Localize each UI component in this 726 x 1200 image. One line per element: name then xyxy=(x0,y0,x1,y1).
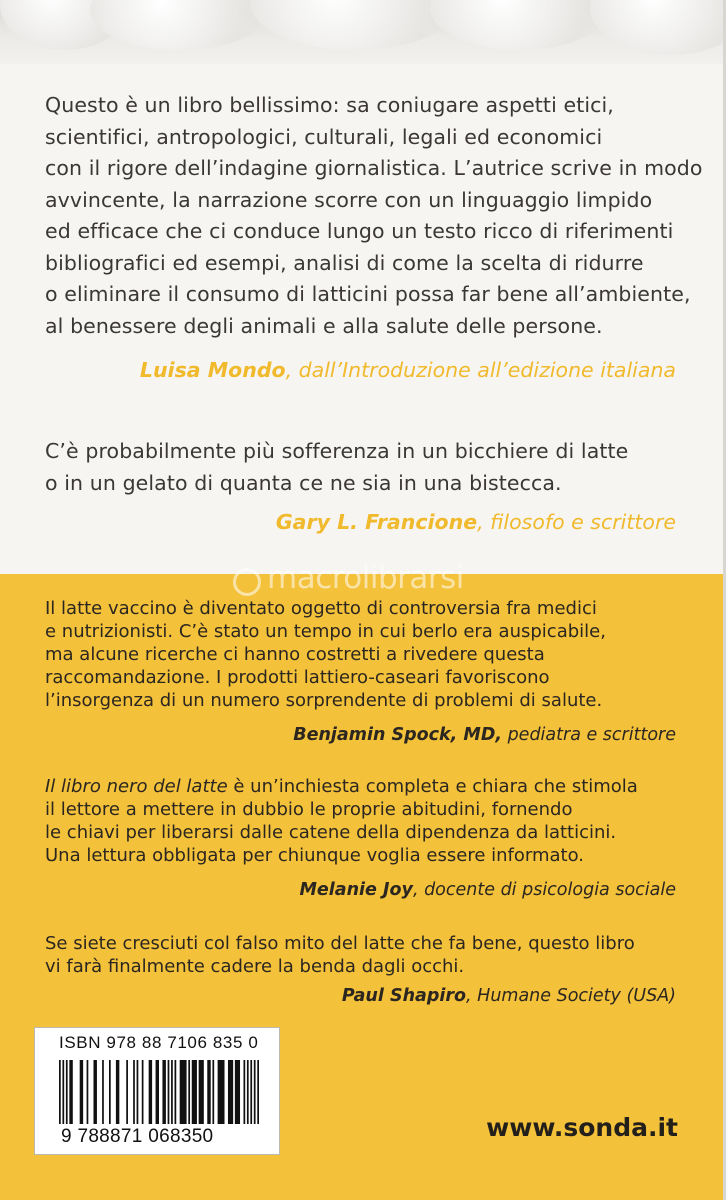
author-role: , dall’Introduzione all’edizione italiana xyxy=(285,358,676,382)
barcode-bar xyxy=(235,1060,240,1124)
author-name: Melanie Joy xyxy=(299,880,413,900)
quote-line: scientifici, antropologici, culturali, legali ed economici xyxy=(45,124,603,149)
quote-luisa-mondo xyxy=(45,90,703,342)
watermark-logo-icon xyxy=(233,568,261,596)
barcode-bar xyxy=(126,1060,128,1124)
barcode-bar xyxy=(133,1060,135,1124)
barcode-bar xyxy=(212,1060,214,1124)
quote-line: con il rigore dell’indagine giornalistica. L’autrice scrive in modo xyxy=(45,156,703,180)
barcode-bar xyxy=(102,1060,104,1124)
quote-line: ed efficace che ci conduce lungo un testo ricco di riferimenti xyxy=(45,219,674,243)
attribution-gary-francione xyxy=(276,510,676,534)
barcode-bar xyxy=(80,1060,83,1124)
quote-line-rest: è un’inchiesta completa e chiara che stimola xyxy=(227,776,638,797)
quote-line: bibliografici ed esempi, analisi di come la scelta di ridurre xyxy=(45,250,644,275)
quote-line: raccomandazione. I prodotti lattiero-caseari favoriscono xyxy=(45,667,550,688)
barcode-bar xyxy=(109,1060,111,1124)
author-role: pediatra e scrittore xyxy=(502,725,676,745)
barcode-bar xyxy=(137,1060,139,1124)
barcode-bar xyxy=(162,1060,165,1124)
milk-splash-image xyxy=(590,0,726,55)
barcode-bar xyxy=(228,1060,233,1124)
isbn-barcode-box xyxy=(34,1027,280,1155)
barcode-bar xyxy=(243,1060,245,1124)
author-role: , Humane Society (USA) xyxy=(466,986,676,1006)
barcode-bar xyxy=(149,1060,152,1124)
barcode-bar xyxy=(62,1060,64,1124)
publisher-website: www.sonda.it xyxy=(486,1113,678,1142)
quote-benjamin-spock xyxy=(45,597,695,712)
quote-line: Se siete cresciuti col falso mito del latte che fa bene, questo libro xyxy=(45,933,635,954)
milk-splash-image xyxy=(250,0,460,50)
barcode-icon xyxy=(59,1060,259,1124)
quote-line: Questo è un libro bellissimo: sa coniugare aspetti etici, xyxy=(45,93,614,117)
quote-line: l’insorgenza di un numero sorprendente di problemi di salute. xyxy=(45,690,603,711)
book-title: Il libro nero del latte xyxy=(45,776,228,797)
quote-line: Una lettura obbligata per chiunque voglia essere informato. xyxy=(45,845,585,866)
quote-line: al benessere degli animali e alla salute delle persone. xyxy=(45,313,603,338)
barcode-bar xyxy=(250,1060,252,1124)
milk-splash-image xyxy=(430,0,610,50)
quote-melanie-joy xyxy=(45,775,695,867)
barcode-bar xyxy=(69,1060,72,1124)
barcode-bar xyxy=(199,1060,204,1124)
barcode-bar xyxy=(218,1060,225,1124)
ean-digits: 9 788871 068350 xyxy=(61,1126,214,1147)
quote-line: le chiavi per liberarsi dalle catene della dipendenza da latticini. xyxy=(45,822,617,843)
barcode-bar xyxy=(87,1060,89,1124)
attribution-benjamin-spock xyxy=(293,725,676,745)
barcode-bar xyxy=(257,1060,259,1124)
barcode-bar xyxy=(207,1060,210,1124)
attribution-paul-shapiro xyxy=(342,986,676,1006)
author-name: Luisa Mondo xyxy=(139,358,286,382)
quote-line: C’è probabilmente più sofferenza in un bicchiere di latte xyxy=(45,439,629,463)
barcode-bar xyxy=(168,1060,170,1124)
quote-line: il lettore a mettere in dubbio le proprie abitudini, fornendo xyxy=(45,799,573,820)
author-name: Benjamin Spock, MD, xyxy=(293,725,502,745)
barcode-bar xyxy=(254,1060,256,1124)
quote-line: o in un gelato di quanta ce ne sia in una bistecca. xyxy=(45,470,562,495)
barcode-bar xyxy=(59,1060,61,1124)
quote-line: e nutrizionisti. C’è stato un tempo in cui berlo era auspicabile, xyxy=(45,621,606,642)
author-role: , docente di psicologia sociale xyxy=(412,880,676,900)
attribution-luisa-mondo xyxy=(140,358,676,382)
author-name: Gary L. Francione xyxy=(275,510,478,534)
attribution-melanie-joy xyxy=(300,880,677,900)
barcode-bar xyxy=(192,1060,197,1124)
quote-line: o eliminare il consumo di latticini possa far bene all’ambiente, xyxy=(45,282,691,306)
milk-splash-header xyxy=(0,0,726,64)
barcode-bar xyxy=(188,1060,190,1124)
quote-line: avvincente, la narrazione scorre con un linguaggio limpido xyxy=(45,187,653,212)
barcode-bar xyxy=(156,1060,159,1124)
quote-paul-shapiro xyxy=(45,932,695,978)
author-name: Paul Shapiro xyxy=(341,986,467,1006)
barcode-bar xyxy=(247,1060,249,1124)
barcode-bar xyxy=(175,1060,177,1124)
quote-line xyxy=(45,775,695,798)
barcode-bar xyxy=(93,1060,96,1124)
watermark-text: macrolibrarsi xyxy=(267,560,464,596)
barcode-bar xyxy=(116,1060,119,1124)
barcode-bar xyxy=(180,1060,187,1124)
isbn-label: ISBN 978 88 7106 835 0 xyxy=(59,1033,259,1052)
watermark xyxy=(233,562,503,602)
barcode-bar xyxy=(171,1060,173,1124)
milk-splash-image xyxy=(90,0,270,50)
barcode-bar xyxy=(66,1060,68,1124)
quote-line: Il latte vaccino è diventato oggetto di controversia fra medici xyxy=(45,598,597,619)
barcode-bar xyxy=(142,1060,144,1124)
quote-line: ma alcune ricerche ci hanno costretti a rivedere questa xyxy=(45,644,545,665)
quote-line: vi farà finalmente cadere la benda dagli occhi. xyxy=(45,956,465,977)
quote-gary-francione xyxy=(45,436,695,499)
author-role: , filosofo e scrittore xyxy=(477,510,676,534)
